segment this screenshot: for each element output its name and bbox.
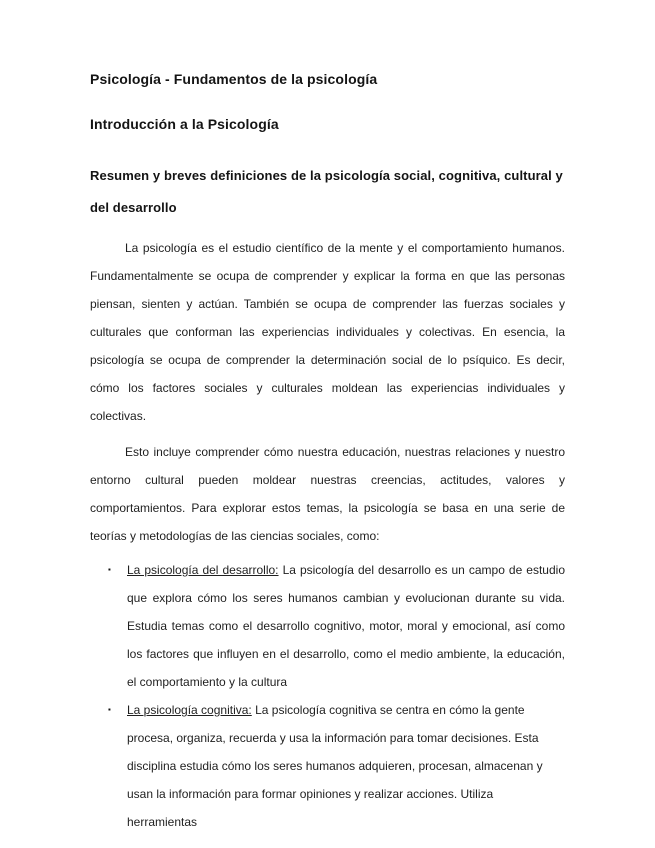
doc-title: Psicología - Fundamentos de la psicología [90, 71, 378, 87]
doc-section-heading: Resumen y breves definiciones de la psicología social, cognitiva, cultural y del desarrollo [90, 168, 563, 215]
list-item-cognitive-psychology [90, 696, 565, 836]
paragraph-context: Esto incluye comprender cómo nuestra educación, nuestras relaciones y nuestro entorno cultural pueden moldear nuestras creencias, actitudes, valores y comportamientos. Para explorar estos temas, la psicología se basa en una serie de teorías y metodologías de las ciencias sociales, como: [90, 445, 565, 543]
bullet-list [90, 556, 565, 836]
bullet-lead-underline: La psicología del desarrollo: [127, 563, 279, 577]
bullet-square-icon: ▪ [108, 705, 111, 714]
list-item-developmental-psychology [90, 556, 565, 696]
doc-subtitle: Introducción a la Psicología [90, 116, 279, 132]
bullet-lead-underline: La psicología cognitiva: [127, 703, 252, 717]
bullet-square-icon: ▪ [108, 565, 111, 574]
paragraph-intro: La psicología es el estudio científico de la mente y el comportamiento humanos. Fundamentalmente se ocupa de comprender y explicar la forma en que las personas piensan, sienten y actúan. También se ocupa de comprender las fuerzas sociales y culturales que conforman las experiencias individuales y colectivas. En esencia, la psicología se ocupa de comprender la determinación social de lo psíquico. Es decir, cómo los factores sociales y culturales moldean las experiencias individuales y colectivas. [90, 241, 565, 423]
bullet-body-text: La psicología del desarrollo es un campo de estudio que explora cómo los seres humanos cambian y evolucionan durante su vida. Estudia temas como el desarrollo cognitivo, motor, moral y emocional, así como los factores que influyen en el desarrollo, como el medio ambiente, la educación, el comportamiento y la cultura [127, 563, 565, 689]
bullet-body-text: La psicología cognitiva se centra en cómo la gente procesa, organiza, recuerda y usa la información para tomar decisiones. Esta disciplina estudia cómo los seres humanos adquieren, procesan, almacenan y usan la información para formar opiniones y realizar acciones. Utiliza herramientas [127, 703, 543, 829]
